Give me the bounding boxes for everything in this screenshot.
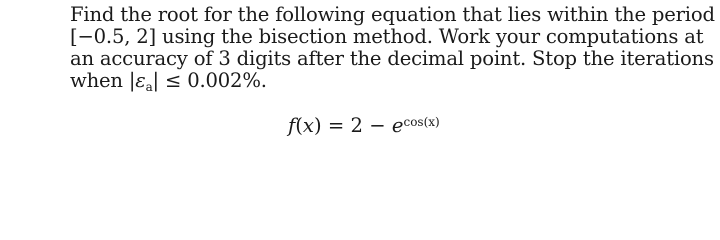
exponential-base: e bbox=[391, 114, 404, 137]
equation bbox=[288, 114, 440, 138]
paren-close: ) bbox=[313, 114, 322, 137]
equals-expression: = 2 − bbox=[321, 114, 392, 137]
problem-line-2 bbox=[70, 26, 710, 48]
problem-statement bbox=[70, 3, 715, 94]
epsilon-subscript: a bbox=[145, 79, 153, 94]
problem-line-3: an accuracy of 3 digits after the decimal point. Stop the iterations bbox=[70, 47, 714, 70]
problem-line-4 bbox=[70, 70, 710, 92]
stop-condition-prefix: when | bbox=[70, 69, 136, 92]
exponent: cos(x) bbox=[403, 115, 440, 129]
variable: x bbox=[302, 114, 314, 137]
paren-open: ( bbox=[295, 114, 303, 137]
function-name: f bbox=[288, 114, 296, 137]
epsilon-symbol: ε bbox=[135, 69, 146, 92]
problem-line-2-rest: using the bisection method. Work your computations at bbox=[156, 25, 704, 48]
problem-line-1: Find the root for the following equation that lies within the period bbox=[70, 3, 715, 26]
stop-condition-suffix: | ≤ 0.002%. bbox=[152, 69, 267, 92]
interval-text: [−0.5, 2] bbox=[70, 25, 156, 48]
